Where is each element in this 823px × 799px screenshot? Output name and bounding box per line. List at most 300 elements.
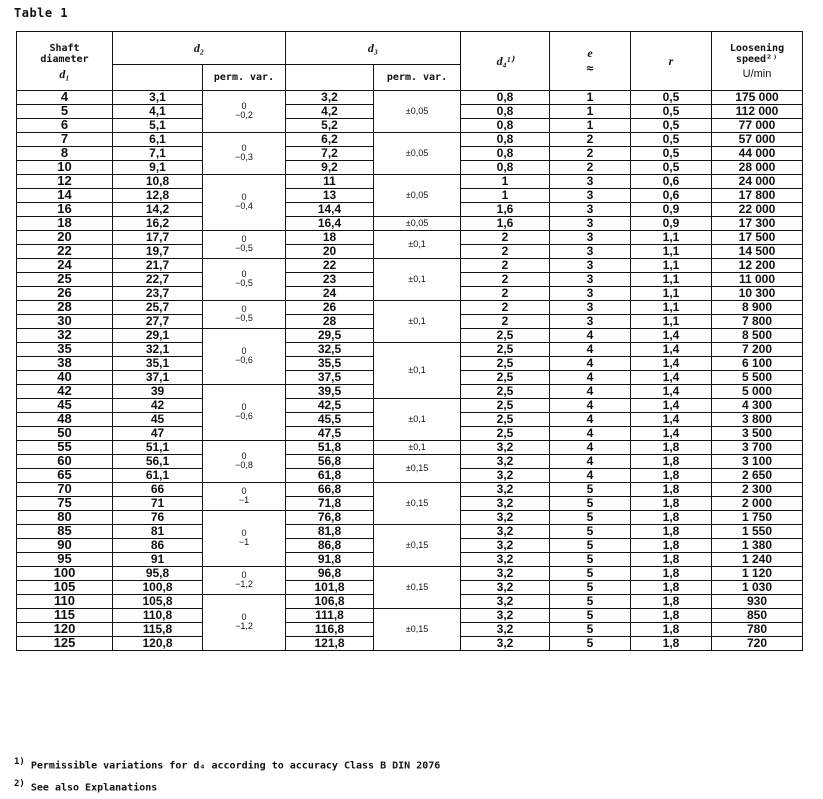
- cell-d2: 35,1: [113, 357, 203, 371]
- cell-d3-tolerance: ±0,1: [374, 441, 461, 455]
- tolerance-lower: −0,3: [235, 152, 253, 162]
- cell-d3-tolerance: ±0,15: [374, 567, 461, 609]
- cell-e: 3: [550, 287, 631, 301]
- cell-r: 1,4: [631, 399, 712, 413]
- cell-d3: 66,8: [286, 483, 374, 497]
- cell-r: 1,8: [631, 609, 712, 623]
- cell-r: 1,8: [631, 441, 712, 455]
- cell-d3: 4,2: [286, 105, 374, 119]
- cell-d3: 71,8: [286, 497, 374, 511]
- cell-d2: 7,1: [113, 147, 203, 161]
- cell-e: 4: [550, 455, 631, 469]
- cell-d2: 76: [113, 511, 203, 525]
- cell-r: 1,8: [631, 455, 712, 469]
- cell-r: 1,8: [631, 497, 712, 511]
- cell-d2: 5,1: [113, 119, 203, 133]
- cell-d3: 7,2: [286, 147, 374, 161]
- cell-r: 0,5: [631, 161, 712, 175]
- cell-r: 0,6: [631, 189, 712, 203]
- cell-d1: 6: [17, 119, 113, 133]
- cell-e: 5: [550, 497, 631, 511]
- cell-d2: 9,1: [113, 161, 203, 175]
- cell-r: 1,1: [631, 273, 712, 287]
- cell-d3-tolerance: ±0,05: [374, 133, 461, 175]
- cell-d4: 0,8: [461, 105, 550, 119]
- cell-d4: 3,2: [461, 595, 550, 609]
- cell-d4: 2,5: [461, 385, 550, 399]
- cell-r: 1,1: [631, 315, 712, 329]
- cell-d4: 3,2: [461, 567, 550, 581]
- cell-d3-tolerance: ±0,15: [374, 609, 461, 651]
- table-row: [17, 455, 803, 469]
- tolerance-fraction: [235, 270, 253, 288]
- cell-d2-tolerance: [203, 259, 286, 301]
- cell-e: 1: [550, 91, 631, 105]
- cell-d2-tolerance: [203, 301, 286, 329]
- cell-d3-tolerance: ±0,15: [374, 483, 461, 525]
- cell-d2-tolerance: [203, 175, 286, 231]
- cell-d2: 10,8: [113, 175, 203, 189]
- cell-d3: 61,8: [286, 469, 374, 483]
- tolerance-lower: −0,6: [235, 355, 253, 365]
- tolerance-lower: −0,5: [235, 243, 253, 253]
- cell-d2: 6,1: [113, 133, 203, 147]
- header-e: [550, 32, 631, 91]
- cell-r: 0,5: [631, 91, 712, 105]
- cell-d3: 45,5: [286, 413, 374, 427]
- cell-speed: 8 500: [712, 329, 803, 343]
- cell-d3: 32,5: [286, 343, 374, 357]
- cell-d2-tolerance: [203, 511, 286, 567]
- cell-d1: 125: [17, 637, 113, 651]
- tolerance-upper: 0: [241, 486, 247, 496]
- cell-speed: 3 500: [712, 427, 803, 441]
- tolerance-lower: −1: [238, 495, 250, 505]
- cell-d1: 12: [17, 175, 113, 189]
- cell-d2: 19,7: [113, 245, 203, 259]
- header-shaft-diameter-label: Shaft diameter: [40, 42, 89, 65]
- cell-e: 4: [550, 357, 631, 371]
- cell-d4: 2,5: [461, 371, 550, 385]
- tolerance-upper: 0: [241, 570, 247, 580]
- cell-speed: 11 000: [712, 273, 803, 287]
- cell-d4: 3,2: [461, 553, 550, 567]
- cell-r: 1,4: [631, 357, 712, 371]
- cell-d2: 4,1: [113, 105, 203, 119]
- cell-e: 3: [550, 189, 631, 203]
- cell-e: 4: [550, 329, 631, 343]
- header-speed-label: Loosening speed²⁾: [729, 42, 785, 65]
- cell-speed: 57 000: [712, 133, 803, 147]
- tolerance-upper: 0: [241, 192, 247, 202]
- tolerance-fraction: [235, 144, 253, 162]
- header-e-approx: ≈: [586, 61, 594, 75]
- cell-speed: 44 000: [712, 147, 803, 161]
- cell-d3-tolerance: ±0,1: [374, 399, 461, 441]
- cell-speed: 2 000: [712, 497, 803, 511]
- cell-d2: 25,7: [113, 301, 203, 315]
- cell-d1: 18: [17, 217, 113, 231]
- tolerance-lower: −0,8: [235, 460, 253, 470]
- cell-d4: 3,2: [461, 455, 550, 469]
- cell-speed: 1 380: [712, 539, 803, 553]
- cell-r: 1,8: [631, 623, 712, 637]
- table-row: [17, 175, 803, 189]
- cell-r: 1,4: [631, 343, 712, 357]
- cell-d2: 45: [113, 413, 203, 427]
- cell-d2: 32,1: [113, 343, 203, 357]
- tolerance-fraction: [235, 613, 253, 631]
- cell-speed: 17 800: [712, 189, 803, 203]
- tolerance-lower: −0,2: [235, 110, 253, 120]
- cell-d1: 50: [17, 427, 113, 441]
- cell-d4: 2: [461, 315, 550, 329]
- cell-speed: 780: [712, 623, 803, 637]
- tolerance-lower: −0,5: [235, 313, 253, 323]
- cell-e: 4: [550, 413, 631, 427]
- header-d2-blank: [113, 65, 203, 91]
- cell-speed: 28 000: [712, 161, 803, 175]
- cell-d3-tolerance: ±0,05: [374, 175, 461, 217]
- header-speed-unit: U/min: [742, 67, 772, 80]
- cell-d1: 85: [17, 525, 113, 539]
- cell-d1: 16: [17, 203, 113, 217]
- cell-d2: 81: [113, 525, 203, 539]
- cell-d4: 2: [461, 245, 550, 259]
- cell-d3: 101,8: [286, 581, 374, 595]
- tolerance-fraction: [235, 403, 253, 421]
- cell-speed: 17 300: [712, 217, 803, 231]
- tolerance-upper: 0: [241, 101, 247, 111]
- cell-speed: 930: [712, 595, 803, 609]
- cell-d1: 14: [17, 189, 113, 203]
- cell-speed: 1 120: [712, 567, 803, 581]
- tolerance-lower: −1,2: [235, 621, 253, 631]
- cell-r: 1,1: [631, 245, 712, 259]
- footnote-1: [14, 753, 440, 775]
- cell-d1: 55: [17, 441, 113, 455]
- cell-d2: 3,1: [113, 91, 203, 105]
- footnote-1-text: Permissible variations for d₄ according to accuracy Class B DIN 2076: [30, 760, 441, 772]
- cell-r: 1,8: [631, 637, 712, 651]
- cell-r: 0,5: [631, 147, 712, 161]
- table-row: [17, 133, 803, 147]
- cell-e: 3: [550, 315, 631, 329]
- cell-e: 1: [550, 119, 631, 133]
- tolerance-lower: −1: [238, 537, 250, 547]
- cell-d3: 18: [286, 231, 374, 245]
- cell-d1: 24: [17, 259, 113, 273]
- cell-d1: 100: [17, 567, 113, 581]
- cell-e: 2: [550, 161, 631, 175]
- cell-d2-tolerance: [203, 329, 286, 385]
- cell-d1: 60: [17, 455, 113, 469]
- shaft-table: [16, 31, 803, 651]
- tolerance-upper: 0: [241, 143, 247, 153]
- cell-d2: 37,1: [113, 371, 203, 385]
- cell-speed: 1 750: [712, 511, 803, 525]
- cell-d2: 16,2: [113, 217, 203, 231]
- cell-r: 0,9: [631, 217, 712, 231]
- tolerance-upper: 0: [241, 346, 247, 356]
- cell-d1: 48: [17, 413, 113, 427]
- cell-d4: 3,2: [461, 469, 550, 483]
- cell-d2: 14,2: [113, 203, 203, 217]
- header-d2-var: perm. var.: [203, 65, 286, 91]
- tolerance-lower: −0,6: [235, 411, 253, 421]
- cell-speed: 175 000: [712, 91, 803, 105]
- cell-d3: 22: [286, 259, 374, 273]
- header-d1: d₁: [59, 66, 70, 81]
- cell-d4: 1,6: [461, 203, 550, 217]
- table-title: Table 1: [14, 6, 69, 20]
- tolerance-fraction: [235, 571, 253, 589]
- cell-d3: 42,5: [286, 399, 374, 413]
- cell-d3: 23: [286, 273, 374, 287]
- cell-e: 4: [550, 427, 631, 441]
- cell-r: 1,8: [631, 483, 712, 497]
- cell-speed: 6 100: [712, 357, 803, 371]
- cell-d2: 22,7: [113, 273, 203, 287]
- cell-speed: 12 200: [712, 259, 803, 273]
- cell-speed: 7 200: [712, 343, 803, 357]
- cell-d4: 2: [461, 301, 550, 315]
- cell-speed: 8 900: [712, 301, 803, 315]
- cell-e: 3: [550, 273, 631, 287]
- cell-r: 1,1: [631, 231, 712, 245]
- header-e-label: e: [587, 46, 593, 60]
- cell-d4: 3,2: [461, 441, 550, 455]
- cell-r: 0,5: [631, 133, 712, 147]
- footnotes: [14, 753, 440, 798]
- cell-d1: 32: [17, 329, 113, 343]
- cell-e: 3: [550, 245, 631, 259]
- cell-r: 0,5: [631, 105, 712, 119]
- table-row: [17, 301, 803, 315]
- tolerance-upper: 0: [241, 234, 247, 244]
- tolerance-fraction: [239, 487, 249, 505]
- cell-d2: 12,8: [113, 189, 203, 203]
- header-d2: d₂: [113, 32, 286, 65]
- cell-e: 3: [550, 203, 631, 217]
- cell-d3: 16,4: [286, 217, 374, 231]
- cell-speed: 1 550: [712, 525, 803, 539]
- cell-e: 5: [550, 553, 631, 567]
- footnote-1-mark: 1): [14, 757, 25, 767]
- cell-e: 4: [550, 441, 631, 455]
- table-row: [17, 259, 803, 273]
- cell-e: 4: [550, 385, 631, 399]
- cell-r: 1,8: [631, 553, 712, 567]
- cell-d1: 38: [17, 357, 113, 371]
- cell-d1: 45: [17, 399, 113, 413]
- cell-e: 5: [550, 623, 631, 637]
- header-d3: d₃: [286, 32, 461, 65]
- table-row: [17, 231, 803, 245]
- cell-e: 4: [550, 469, 631, 483]
- cell-d4: 3,2: [461, 511, 550, 525]
- cell-d4: 3,2: [461, 525, 550, 539]
- cell-e: 5: [550, 525, 631, 539]
- tolerance-fraction: [239, 529, 249, 547]
- cell-d4: 1: [461, 175, 550, 189]
- cell-d3: 20: [286, 245, 374, 259]
- cell-d1: 20: [17, 231, 113, 245]
- cell-d1: 65: [17, 469, 113, 483]
- cell-d4: 0,8: [461, 119, 550, 133]
- cell-d2: 42: [113, 399, 203, 413]
- cell-speed: 17 500: [712, 231, 803, 245]
- header-d3-var: perm. var.: [374, 65, 461, 91]
- table-row: [17, 91, 803, 105]
- cell-e: 5: [550, 539, 631, 553]
- cell-d2: 66: [113, 483, 203, 497]
- cell-r: 1,1: [631, 259, 712, 273]
- cell-d3-tolerance: ±0,05: [374, 91, 461, 133]
- cell-d1: 95: [17, 553, 113, 567]
- cell-d3: 39,5: [286, 385, 374, 399]
- cell-d2-tolerance: [203, 91, 286, 133]
- cell-d3-tolerance: ±0,1: [374, 259, 461, 301]
- tolerance-fraction: [235, 193, 253, 211]
- cell-d4: 2,5: [461, 399, 550, 413]
- cell-d3: 29,5: [286, 329, 374, 343]
- cell-e: 3: [550, 175, 631, 189]
- tolerance-upper: 0: [241, 451, 247, 461]
- cell-d3-tolerance: ±0,15: [374, 455, 461, 483]
- cell-d1: 25: [17, 273, 113, 287]
- table-row: [17, 525, 803, 539]
- footnote-2-text: See also Explanations: [30, 782, 158, 794]
- cell-d3: 13: [286, 189, 374, 203]
- cell-speed: 24 000: [712, 175, 803, 189]
- cell-d4: 2,5: [461, 343, 550, 357]
- cell-d2-tolerance: [203, 441, 286, 483]
- cell-d3: 28: [286, 315, 374, 329]
- cell-d2-tolerance: [203, 483, 286, 511]
- cell-d3: 56,8: [286, 455, 374, 469]
- cell-d4: 3,2: [461, 497, 550, 511]
- cell-d2: 47: [113, 427, 203, 441]
- cell-d1: 120: [17, 623, 113, 637]
- cell-d3: 47,5: [286, 427, 374, 441]
- cell-r: 1,1: [631, 301, 712, 315]
- cell-d3: 116,8: [286, 623, 374, 637]
- cell-d3-tolerance: ±0,1: [374, 343, 461, 399]
- cell-d1: 26: [17, 287, 113, 301]
- cell-r: 1,1: [631, 287, 712, 301]
- cell-d3: 76,8: [286, 511, 374, 525]
- cell-d3-tolerance: ±0,15: [374, 525, 461, 567]
- cell-d2-tolerance: [203, 595, 286, 651]
- header-r: r: [631, 32, 712, 91]
- cell-d3: 106,8: [286, 595, 374, 609]
- cell-d2: 95,8: [113, 567, 203, 581]
- cell-d1: 10: [17, 161, 113, 175]
- header-shaft-diameter: [17, 32, 113, 91]
- cell-d2: 120,8: [113, 637, 203, 651]
- cell-d1: 35: [17, 343, 113, 357]
- cell-d2: 91: [113, 553, 203, 567]
- tolerance-fraction: [235, 235, 253, 253]
- cell-d1: 70: [17, 483, 113, 497]
- cell-d3: 9,2: [286, 161, 374, 175]
- table-row: [17, 441, 803, 455]
- tolerance-upper: 0: [241, 269, 247, 279]
- header-speed: [712, 32, 803, 91]
- cell-speed: 3 700: [712, 441, 803, 455]
- cell-d3: 86,8: [286, 539, 374, 553]
- cell-speed: 2 300: [712, 483, 803, 497]
- cell-d3: 51,8: [286, 441, 374, 455]
- cell-d1: 5: [17, 105, 113, 119]
- cell-d2: 17,7: [113, 231, 203, 245]
- table-row: [17, 399, 803, 413]
- cell-e: 5: [550, 511, 631, 525]
- cell-d4: 0,8: [461, 147, 550, 161]
- tolerance-lower: −0,4: [235, 201, 253, 211]
- footnote-2: [14, 775, 440, 797]
- cell-d4: 2,5: [461, 427, 550, 441]
- cell-d4: 2,5: [461, 357, 550, 371]
- cell-e: 3: [550, 301, 631, 315]
- header-d4: d₄¹⁾: [461, 32, 550, 91]
- cell-d3-tolerance: ±0,05: [374, 217, 461, 231]
- cell-d2: 110,8: [113, 609, 203, 623]
- cell-speed: 5 500: [712, 371, 803, 385]
- cell-e: 3: [550, 231, 631, 245]
- cell-r: 1,8: [631, 581, 712, 595]
- cell-d2: 29,1: [113, 329, 203, 343]
- cell-speed: 1 030: [712, 581, 803, 595]
- cell-speed: 720: [712, 637, 803, 651]
- cell-d2-tolerance: [203, 133, 286, 175]
- cell-d3: 26: [286, 301, 374, 315]
- tolerance-upper: 0: [241, 304, 247, 314]
- cell-d1: 80: [17, 511, 113, 525]
- cell-d1: 115: [17, 609, 113, 623]
- cell-d4: 2: [461, 273, 550, 287]
- tolerance-fraction: [235, 305, 253, 323]
- cell-d1: 90: [17, 539, 113, 553]
- tolerance-lower: −0,5: [235, 278, 253, 288]
- cell-e: 5: [550, 581, 631, 595]
- cell-speed: 7 800: [712, 315, 803, 329]
- tolerance-upper: 0: [241, 402, 247, 412]
- cell-d3: 96,8: [286, 567, 374, 581]
- cell-r: 1,8: [631, 511, 712, 525]
- cell-d4: 3,2: [461, 623, 550, 637]
- cell-d3: 24: [286, 287, 374, 301]
- cell-e: 5: [550, 637, 631, 651]
- cell-r: 1,4: [631, 329, 712, 343]
- cell-e: 5: [550, 595, 631, 609]
- cell-d1: 7: [17, 133, 113, 147]
- cell-d2: 21,7: [113, 259, 203, 273]
- cell-e: 1: [550, 105, 631, 119]
- cell-d2: 115,8: [113, 623, 203, 637]
- cell-speed: 3 800: [712, 413, 803, 427]
- cell-speed: 2 650: [712, 469, 803, 483]
- tolerance-fraction: [235, 347, 253, 365]
- cell-d3: 81,8: [286, 525, 374, 539]
- cell-speed: 5 000: [712, 385, 803, 399]
- header-d3-blank: [286, 65, 374, 91]
- cell-e: 2: [550, 133, 631, 147]
- cell-d3: 6,2: [286, 133, 374, 147]
- cell-d1: 40: [17, 371, 113, 385]
- tolerance-fraction: [235, 102, 253, 120]
